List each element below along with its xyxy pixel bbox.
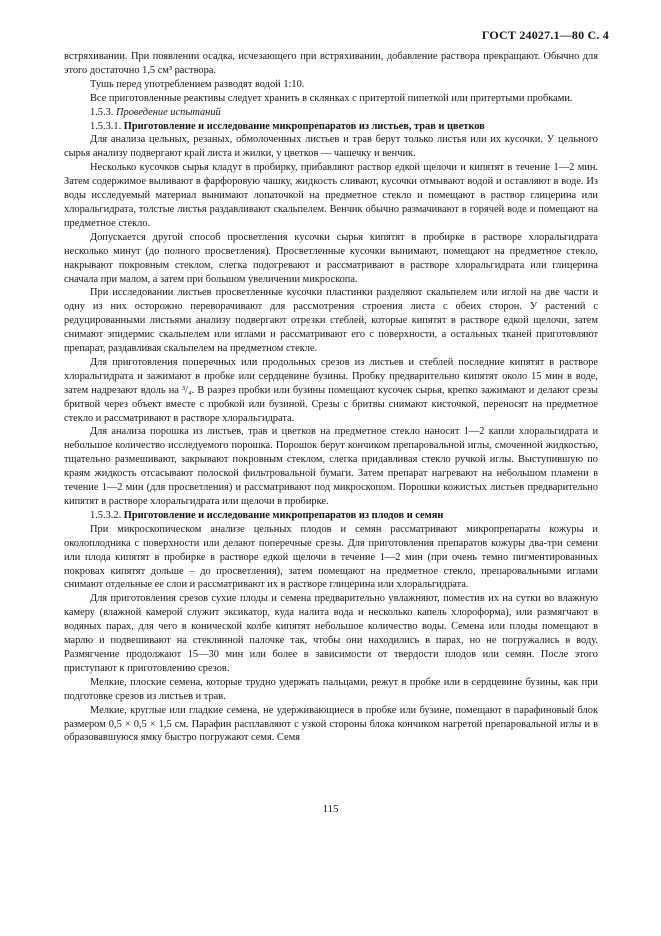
paragraph: Для анализа порошка из листьев, трав и цветков на предметное стекло наносят 1—2 капли хлоральгидрата и небольшое количество исследуемого порошка. Порошок берут кончиком препаровальной иглы, смоченной жидкостью, тщательно размешивают, закрывают покровным стеклом, слегка придавливая стекло ручкой иглы. Выступившую по краям жидкость отсасывают полоской фильтровальной бумаги. Затем препарат нагревают на небольшом пламени в течение 1—2 мин (для просветления) и рассматривают под микроскопом. Порошки кожистых листьев предварительно кипятят в растворе хлоральгидрата или щелочи в пробирке.: [64, 426, 598, 507]
section-number: 1.5.3.2.: [90, 509, 122, 521]
paragraph: Все приготовленные реактивы следует хранить в склянках с притертой пипеткой или притертыми пробками.: [90, 92, 573, 104]
document-body: [64, 50, 598, 745]
page-header: ГОСТ 24027.1—80 С. 4: [481, 28, 609, 42]
page-number: 115: [322, 803, 339, 815]
paragraph: Для приготовления поперечных или продольных срезов из листьев и стеблей последние кипятят в растворе хлоральгидрата и зажимают в пробке или сердцевине бузины. Пробку предварительно кипятят около 15 мин в воде, затем надрезают вдоль на ³/₄. В разрез пробки или бузины помещают кусочек сырья, крепко зажимают и делают срезы бритвой через объект вместе с пробкой или бузиной. Срезы с бритвы снимают кисточкой, переносят на предметное стекло и рассматривают в растворе хлоральгидрата.: [64, 356, 598, 424]
paragraph: Допускается другой способ просветления кусочки сырья кипятят в пробирке в растворе хлоральгидрата несколько минут (до полного просветления). Просветленные кусочки вынимают, помещают на предметное стекло, накрывают покровным стеклом, слегка подогревают и рассматривают в растворе хлоральгидрата или глицерина сначала при малом, а затем при большом увеличении микроскопа.: [64, 231, 598, 285]
paragraph: При микроскопическом анализе цельных плодов и семян рассматривают микропрепараты кожуры и околоплодника с поверхности или делают поперечные срезы. Для приготовления препаратов кожуры два-три семени или плода кипятят в пробирке в растворе едкой щелочи в течение 1—2 мин (при очень темно пигментированных покровах кипятят дольше – до просветления), затем помещают на предметное стекло, препаровальными иглами снимают отдельные ее слои и рассматривают их в растворе глицерина или хлоральгидрата.: [64, 523, 598, 591]
section-heading-1-5-3-2: [64, 509, 598, 523]
section-title: Проведение испытаний: [116, 106, 221, 118]
paragraph: Тушь перед употреблением разводят водой 1:10.: [90, 78, 305, 90]
paragraph: Несколько кусочков сырья кладут в пробирку, прибавляют раствор едкой щелочи и кипятят в течение 1—2 мин. Затем содержимое выливают в фарфоровую чашку, жидкость сливают, кусочки отмывают водой и оставляют в воде. Из воды исследуемый материал вынимают лопаточкой на предметное стекло и помещают в раствор глицерина или хлоральгидрата, толстые листья раздавливают скальпелем. Венчик обычно размачивают в горячей воде и помещают на предметное стекло.: [64, 162, 598, 229]
paragraph: Для приготовления срезов сухие плоды и семена предварительно увлажняют, поместив их на сутки во влажную камеру (влажной камерой служит эксикатор, куда налита вода и несколько капель хлороформа), или размягчают в водяных парах, для чего в конической колбе кипятят небольшое количество воды. Семена или плоды помещают в марлю и подвешивают на стеклянной палочке так, чтобы они находились в парах, но не погружались в воду. Размягчение продолжают 15—30 мин или более в зависимости от твердости плодов или семян. После этого приступают к приготовлению срезов.: [64, 593, 598, 674]
paragraph: Мелкие, плоские семена, которые трудно удержать пальцами, режут в пробке или в сердцевине бузины, как при подготовке срезов из листьев и трав.: [64, 676, 598, 702]
paragraph: встряхивании. При появлении осадка, исчезающего при встряхивании, добавление раствора прекращают. Обычно для этого достаточно 1,5 см³ раствора.: [64, 51, 598, 76]
section-title: Приготовление и исследование микропрепаратов из листьев, трав и цветков: [123, 120, 485, 132]
paragraph: При исследовании листьев просветленные кусочки пластинки разделяют скальпелем или иглой на две части и одну из них осторожно переворачивают для рассмотрения строения листа с обеих сторон. У растений с редуцированными листьями анализу подвергают отрезки стеблей, которые кипятят в растворе едкой щелочи, затем снимают эпидермис скальпелем или иглами и рассматривают его с поверхности, а остальных тканей приготовляют препарат, раздавливая скальпелем на предметном стекле.: [64, 287, 598, 355]
paragraph: Мелкие, круглые или гладкие семена, не удерживающиеся в пробке или бузине, помещают в парафиновый блок размером 0,5 × 0,5 × 1,5 см. Парафин расплавляют с узкой стороны блока кончиком нагретой препаровальной иглы и в образовавшуюся ямку быстро погружают семя. Семя: [64, 704, 598, 744]
section-number: 1.5.3.1.: [90, 120, 122, 132]
section-heading-1-5-3-1: [64, 120, 598, 134]
section-heading-1-5-3: [64, 106, 598, 120]
section-title: Приготовление и исследование микропрепаратов из плодов и семян: [123, 509, 444, 521]
section-number: 1.5.3.: [90, 106, 114, 118]
paragraph: Для анализа цельных, резаных, обмолоченных листьев и трав берут только листья или их кусочки. У цельного сырья анализу подвергают край листа и жилки, у цветков — чашечку и венчик.: [64, 134, 598, 160]
